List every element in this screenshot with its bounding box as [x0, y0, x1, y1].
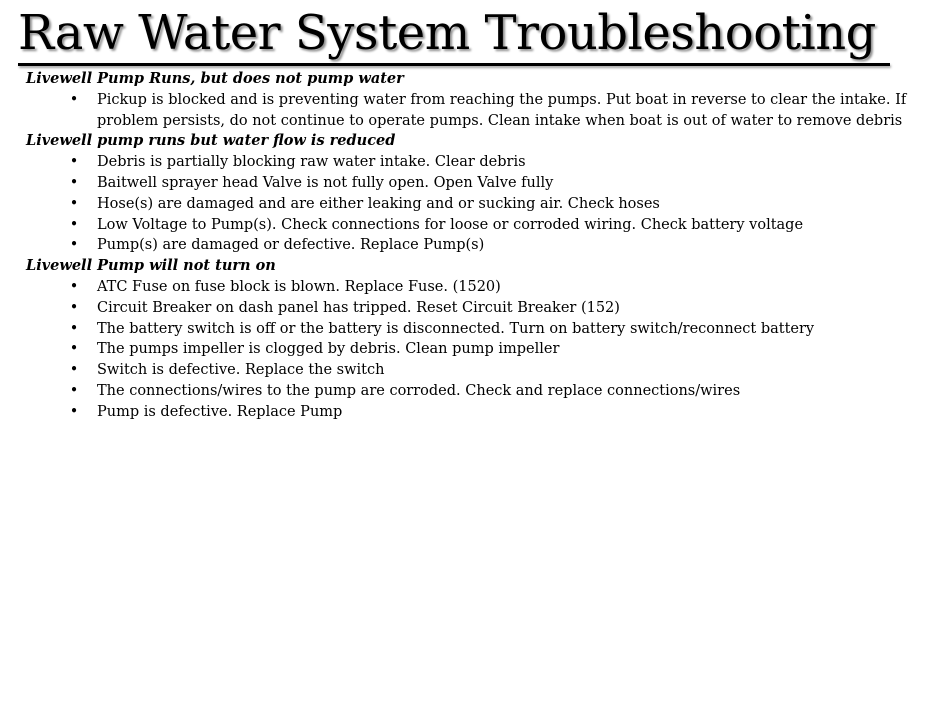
list-item-text: Circuit Breaker on dash panel has tripped. Reset Circuit Breaker (152)	[97, 299, 620, 316]
list-item-text: Baitwell sprayer head Valve is not fully open. Open Valve fully	[97, 174, 554, 191]
bullet-icon: •	[69, 299, 79, 316]
bullet-icon: •	[69, 320, 79, 337]
title-underline	[18, 63, 890, 66]
slide-title: Raw Water System Troubleshooting	[18, 5, 876, 61]
list-item	[26, 319, 926, 340]
bullet-icon: •	[69, 174, 79, 191]
bullet-icon: •	[69, 91, 79, 108]
list-item	[26, 402, 926, 423]
list-item	[26, 298, 926, 319]
list-item	[26, 235, 926, 256]
bullet-list	[26, 152, 926, 256]
bullet-icon: •	[69, 216, 79, 233]
bullet-icon: •	[69, 278, 79, 295]
bullet-icon: •	[69, 382, 79, 399]
list-item-text: The connections/wires to the pump are corroded. Check and replace connections/wires	[97, 382, 741, 399]
list-item	[26, 152, 926, 173]
list-item-text: Pump is defective. Replace Pump	[97, 403, 343, 420]
list-item	[26, 194, 926, 215]
section-heading: Livewell Pump will not turn on	[26, 257, 276, 275]
bullet-icon: •	[69, 195, 79, 212]
list-item-text: ATC Fuse on fuse block is blown. Replace Fuse. (1520)	[97, 278, 501, 295]
section-reduced-flow	[26, 131, 926, 256]
bullet-list	[26, 277, 926, 423]
list-item	[26, 277, 926, 298]
list-item-text: The battery switch is off or the battery is disconnected. Turn on battery switch/reconnect battery	[97, 320, 815, 337]
list-item	[26, 215, 926, 236]
section-heading: Livewell Pump Runs, but does not pump water	[26, 70, 404, 87]
list-item-text: Switch is defective. Replace the switch	[97, 362, 385, 379]
bullet-icon: •	[69, 362, 79, 379]
list-item-text: The pumps impeller is clogged by debris. Clean pump impeller	[97, 341, 560, 358]
section-will-not-turn-on	[26, 256, 926, 422]
bullet-icon: •	[69, 403, 79, 420]
list-item-text: Pickup is blocked and is preventing water from reaching the pumps. Put boat in reverse to clear the intake. If problem persists, do not continue to operate pumps. Clean intake when boat is out of water to remove debris	[97, 91, 907, 129]
section-no-water	[26, 69, 926, 131]
bullet-icon: •	[69, 154, 79, 171]
list-item-text: Low Voltage to Pump(s). Check connections for loose or corroded wiring. Check battery voltage	[97, 216, 804, 233]
bullet-list	[26, 90, 926, 132]
list-item	[26, 339, 926, 360]
bullet-icon: •	[69, 237, 79, 254]
list-item	[26, 173, 926, 194]
list-item-text: Pump(s) are damaged or defective. Replace Pump(s)	[97, 237, 485, 254]
list-item	[26, 381, 926, 402]
list-item	[26, 90, 926, 132]
list-item-text: Hose(s) are damaged and are either leaking and or sucking air. Check hoses	[97, 195, 660, 212]
bullet-icon: •	[69, 341, 79, 358]
list-item-text: Debris is partially blocking raw water intake. Clear debris	[97, 154, 526, 171]
list-item	[26, 360, 926, 381]
troubleshooting-content	[26, 69, 926, 423]
section-heading: Livewell pump runs but water flow is reduced	[26, 132, 396, 150]
